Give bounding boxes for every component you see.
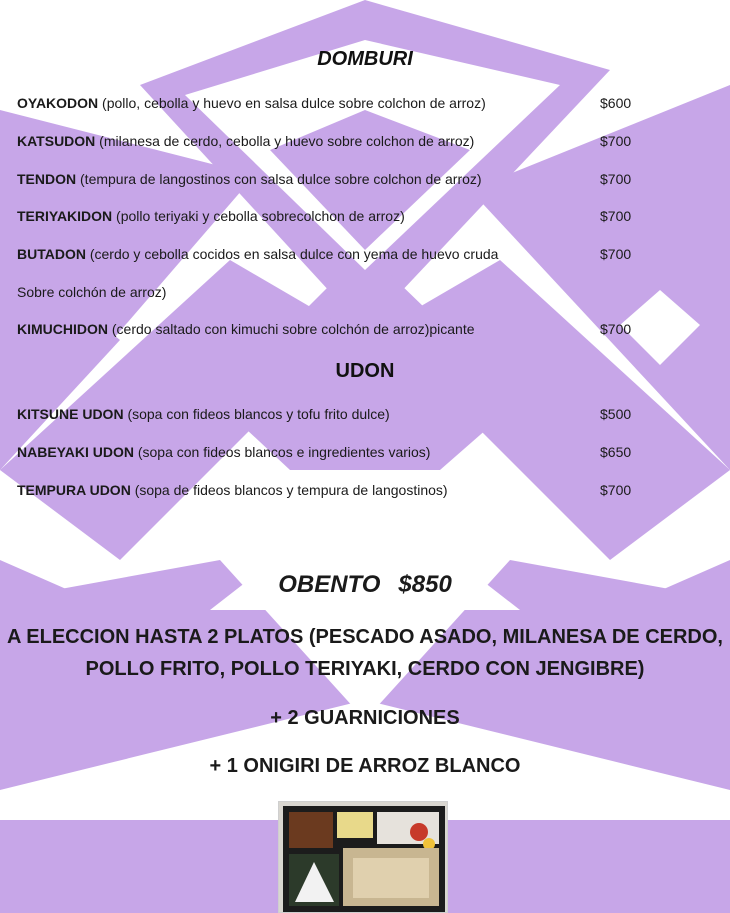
menu-item	[17, 95, 717, 117]
menu-item	[17, 406, 717, 428]
menu-item	[17, 208, 717, 230]
menu-item-price: $700	[600, 321, 632, 337]
menu-item-text	[17, 246, 498, 262]
menu-item	[17, 246, 717, 268]
menu-item-name: KIMUCHIDON	[17, 321, 108, 337]
menu-item	[17, 321, 717, 343]
menu-item-name: KITSUNE UDON	[17, 406, 124, 422]
udon-title: UDON	[335, 360, 395, 382]
menu-item-description: (pollo, cebolla y huevo en salsa dulce sobre colchon de arroz)	[98, 95, 486, 111]
menu-item	[17, 133, 717, 155]
menu-item-text	[17, 171, 482, 187]
obento-photo	[278, 801, 448, 913]
menu-item-description: (cerdo saltado con kimuchi sobre colchón de arroz)picante	[108, 321, 475, 337]
menu-item-description: Sobre colchón de arroz)	[17, 284, 167, 300]
menu-item-name: TENDON	[17, 171, 77, 187]
menu-item-name: OYAKODON	[17, 95, 99, 111]
menu-item-price: $600	[600, 95, 632, 111]
menu-item-name: NABEYAKI UDON	[17, 444, 134, 460]
menu-item-text	[17, 482, 448, 498]
menu-item	[17, 444, 717, 466]
menu-item-text	[17, 284, 166, 300]
menu-item	[17, 284, 717, 306]
menu-item-description: (sopa de fideos blancos y tempura de langostinos)	[130, 482, 448, 498]
menu-item-name: KATSUDON	[17, 133, 96, 149]
menu-item-description: (sopa con fideos blancos y tofu frito dulce)	[123, 406, 390, 422]
menu-item-description: (milanesa de cerdo, cebolla y huevo sobre colchon de arroz)	[95, 133, 475, 149]
menu-item-name: BUTADON	[17, 246, 86, 262]
menu-item-price: $500	[600, 406, 632, 422]
menu-item-text	[17, 95, 486, 111]
menu-item-description: (cerdo y cebolla cocidos en salsa dulce con yema de huevo cruda	[85, 246, 499, 262]
obento-extra-2: + 1 ONIGIRI DE ARROZ BLANCO	[209, 755, 521, 777]
menu-item	[17, 482, 717, 504]
menu-item-price: $700	[600, 482, 632, 498]
menu-item-name: TERIYAKIDON	[17, 208, 113, 224]
menu-item-price: $700	[600, 171, 632, 187]
obento-title: OBENTO	[278, 571, 381, 598]
menu-item-price: $700	[600, 133, 632, 149]
menu-item-text	[17, 133, 474, 149]
menu-item-name: TEMPURA UDON	[17, 482, 131, 498]
menu-item-text	[17, 321, 475, 337]
menu-item-text	[17, 406, 390, 422]
obento-heading	[0, 571, 730, 599]
menu-item-price: $650	[600, 444, 632, 460]
menu-item-text	[17, 208, 405, 224]
menu-item-description: (pollo teriyaki y cebolla sobrecolchon de arroz)	[112, 208, 405, 224]
domburi-title: DOMBURI	[317, 48, 413, 70]
menu-item-price: $700	[600, 208, 632, 224]
obento-line-2: POLLO FRITO, POLLO TERIYAKI, CERDO CON JENGIBRE)	[85, 658, 645, 680]
menu-item-description: (sopa con fideos blancos e ingredientes varios)	[133, 444, 431, 460]
menu-item-description: (tempura de langostinos con salsa dulce sobre colchon de arroz)	[76, 171, 482, 187]
obento-extra-1: + 2 GUARNICIONES	[270, 707, 460, 729]
obento-price: $850	[398, 571, 452, 598]
obento-line-1: A ELECCION HASTA 2 PLATOS (PESCADO ASADO, MILANESA DE CERDO,	[7, 626, 723, 648]
menu-item	[17, 171, 717, 193]
menu-item-text	[17, 444, 430, 460]
menu-item-price: $700	[600, 246, 632, 262]
